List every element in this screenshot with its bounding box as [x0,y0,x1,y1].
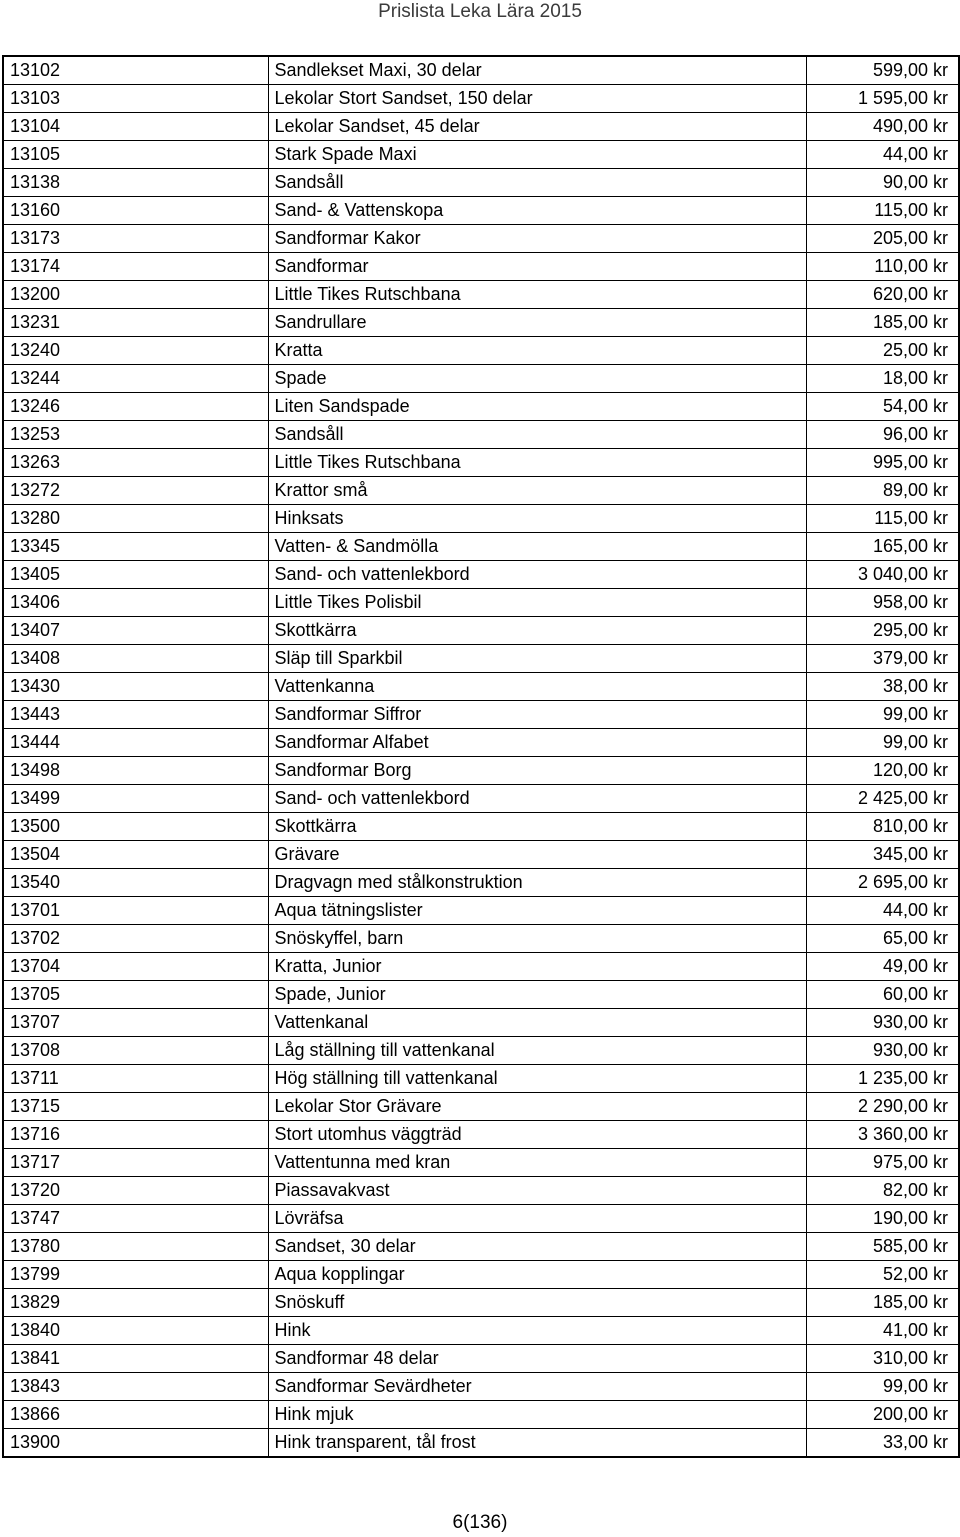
table-row [3,1345,959,1373]
table-row [3,1289,959,1317]
product-name-cell: Sandformar Siffror [268,701,806,729]
price-cell: 44,00 kr [806,141,959,169]
article-number-cell: 13701 [3,897,268,925]
article-number-cell: 13708 [3,1037,268,1065]
table-row [3,645,959,673]
price-cell: 810,00 kr [806,813,959,841]
product-name-cell: Hink transparent, tål frost [268,1429,806,1458]
table-row [3,477,959,505]
product-name-cell: Skottkärra [268,813,806,841]
table-row [3,1261,959,1289]
product-name-cell: Stark Spade Maxi [268,141,806,169]
table-row [3,421,959,449]
product-name-cell: Little Tikes Polisbil [268,589,806,617]
price-cell: 99,00 kr [806,701,959,729]
table-row [3,729,959,757]
article-number-cell: 13105 [3,141,268,169]
product-name-cell: Lövräfsa [268,1205,806,1233]
article-number-cell: 13405 [3,561,268,589]
product-name-cell: Stort utomhus väggträd [268,1121,806,1149]
article-number-cell: 13231 [3,309,268,337]
table-row [3,253,959,281]
table-row [3,113,959,141]
product-name-cell: Sandrullare [268,309,806,337]
product-name-cell: Skottkärra [268,617,806,645]
table-row [3,281,959,309]
article-number-cell: 13900 [3,1429,268,1458]
price-cell: 165,00 kr [806,533,959,561]
table-row [3,1121,959,1149]
article-number-cell: 13747 [3,1205,268,1233]
article-number-cell: 13408 [3,645,268,673]
product-name-cell: Sandformar [268,253,806,281]
article-number-cell: 13102 [3,56,268,85]
product-name-cell: Kratta [268,337,806,365]
price-cell: 96,00 kr [806,421,959,449]
price-cell: 585,00 kr [806,1233,959,1261]
table-row [3,925,959,953]
article-number-cell: 13263 [3,449,268,477]
price-cell: 38,00 kr [806,673,959,701]
product-name-cell: Lekolar Sandset, 45 delar [268,113,806,141]
price-cell: 41,00 kr [806,1317,959,1345]
price-cell: 620,00 kr [806,281,959,309]
product-name-cell: Sandformar Sevärdheter [268,1373,806,1401]
table-row [3,813,959,841]
price-cell: 25,00 kr [806,337,959,365]
table-row [3,1401,959,1429]
table-row [3,1205,959,1233]
table-row [3,981,959,1009]
product-name-cell: Sand- & Vattenskopa [268,197,806,225]
price-cell: 3 360,00 kr [806,1121,959,1149]
table-row [3,533,959,561]
article-number-cell: 13430 [3,673,268,701]
product-name-cell: Sandlekset Maxi, 30 delar [268,56,806,85]
product-name-cell: Krattor små [268,477,806,505]
table-row [3,1037,959,1065]
article-number-cell: 13720 [3,1177,268,1205]
price-cell: 205,00 kr [806,225,959,253]
table-row [3,505,959,533]
price-cell: 200,00 kr [806,1401,959,1429]
product-name-cell: Grävare [268,841,806,869]
price-cell: 89,00 kr [806,477,959,505]
product-name-cell: Lekolar Stor Grävare [268,1093,806,1121]
article-number-cell: 13780 [3,1233,268,1261]
product-name-cell: Sandsåll [268,169,806,197]
article-number-cell: 13240 [3,337,268,365]
price-cell: 490,00 kr [806,113,959,141]
article-number-cell: 13272 [3,477,268,505]
article-number-cell: 13715 [3,1093,268,1121]
price-cell: 930,00 kr [806,1009,959,1037]
price-cell: 33,00 kr [806,1429,959,1458]
article-number-cell: 13841 [3,1345,268,1373]
product-name-cell: Snöskyffel, barn [268,925,806,953]
table-row [3,1317,959,1345]
price-cell: 310,00 kr [806,1345,959,1373]
page-header-title: Prislista Leka Lära 2015 [378,1,582,22]
article-number-cell: 13707 [3,1009,268,1037]
price-cell: 295,00 kr [806,617,959,645]
product-name-cell: Sandformar Borg [268,757,806,785]
price-cell: 1 595,00 kr [806,85,959,113]
article-number-cell: 13499 [3,785,268,813]
price-cell: 115,00 kr [806,197,959,225]
article-number-cell: 13200 [3,281,268,309]
article-number-cell: 13540 [3,869,268,897]
price-cell: 65,00 kr [806,925,959,953]
table-row [3,85,959,113]
table-row [3,1093,959,1121]
table-row [3,1233,959,1261]
product-name-cell: Little Tikes Rutschbana [268,281,806,309]
article-number-cell: 13103 [3,85,268,113]
product-name-cell: Snöskuff [268,1289,806,1317]
table-row [3,1009,959,1037]
price-cell: 958,00 kr [806,589,959,617]
article-number-cell: 13406 [3,589,268,617]
article-number-cell: 13711 [3,1065,268,1093]
table-row [3,589,959,617]
price-cell: 930,00 kr [806,1037,959,1065]
product-name-cell: Kratta, Junior [268,953,806,981]
product-name-cell: Spade, Junior [268,981,806,1009]
price-cell: 379,00 kr [806,645,959,673]
product-name-cell: Vattenkanal [268,1009,806,1037]
table-row [3,56,959,85]
article-number-cell: 13246 [3,393,268,421]
price-cell: 2 290,00 kr [806,1093,959,1121]
article-number-cell: 13244 [3,365,268,393]
product-name-cell: Hink [268,1317,806,1345]
article-number-cell: 13704 [3,953,268,981]
price-cell: 44,00 kr [806,897,959,925]
article-number-cell: 13840 [3,1317,268,1345]
article-number-cell: 13500 [3,813,268,841]
price-cell: 52,00 kr [806,1261,959,1289]
price-cell: 995,00 kr [806,449,959,477]
product-name-cell: Liten Sandspade [268,393,806,421]
price-cell: 185,00 kr [806,309,959,337]
table-row [3,393,959,421]
product-name-cell: Låg ställning till vattenkanal [268,1037,806,1065]
article-number-cell: 13829 [3,1289,268,1317]
product-name-cell: Piassavakvast [268,1177,806,1205]
article-number-cell: 13799 [3,1261,268,1289]
table-row [3,1429,959,1458]
product-name-cell: Sandformar 48 delar [268,1345,806,1373]
price-cell: 110,00 kr [806,253,959,281]
product-name-cell: Vattenkanna [268,673,806,701]
product-name-cell: Little Tikes Rutschbana [268,449,806,477]
article-number-cell: 13345 [3,533,268,561]
price-cell: 345,00 kr [806,841,959,869]
product-name-cell: Sandformar Alfabet [268,729,806,757]
article-number-cell: 13498 [3,757,268,785]
product-name-cell: Vattentunna med kran [268,1149,806,1177]
article-number-cell: 13407 [3,617,268,645]
product-name-cell: Lekolar Stort Sandset, 150 delar [268,85,806,113]
article-number-cell: 13443 [3,701,268,729]
table-row [3,169,959,197]
table-row [3,785,959,813]
article-number-cell: 13843 [3,1373,268,1401]
table-row [3,197,959,225]
article-number-cell: 13280 [3,505,268,533]
table-row [3,309,959,337]
table-row [3,449,959,477]
price-list-body [3,56,959,1457]
price-cell: 185,00 kr [806,1289,959,1317]
article-number-cell: 13866 [3,1401,268,1429]
product-name-cell: Aqua tätningslister [268,897,806,925]
product-name-cell: Hink mjuk [268,1401,806,1429]
product-name-cell: Hinksats [268,505,806,533]
product-name-cell: Vatten- & Sandmölla [268,533,806,561]
product-name-cell: Sand- och vattenlekbord [268,561,806,589]
table-row [3,1065,959,1093]
article-number-cell: 13253 [3,421,268,449]
price-cell: 49,00 kr [806,953,959,981]
product-name-cell: Sandsåll [268,421,806,449]
page-number: 6(136) [452,1512,508,1533]
price-cell: 90,00 kr [806,169,959,197]
price-cell: 975,00 kr [806,1149,959,1177]
table-row [3,673,959,701]
table-row [3,561,959,589]
table-row [3,337,959,365]
price-cell: 190,00 kr [806,1205,959,1233]
price-cell: 82,00 kr [806,1177,959,1205]
price-cell: 3 040,00 kr [806,561,959,589]
article-number-cell: 13138 [3,169,268,197]
table-row [3,841,959,869]
price-cell: 99,00 kr [806,729,959,757]
article-number-cell: 13705 [3,981,268,1009]
article-number-cell: 13717 [3,1149,268,1177]
table-row [3,701,959,729]
product-name-cell: Aqua kopplingar [268,1261,806,1289]
table-row [3,869,959,897]
article-number-cell: 13716 [3,1121,268,1149]
table-row [3,1177,959,1205]
table-row [3,757,959,785]
product-name-cell: Sandset, 30 delar [268,1233,806,1261]
table-row [3,141,959,169]
article-number-cell: 13444 [3,729,268,757]
product-name-cell: Sandformar Kakor [268,225,806,253]
table-row [3,1373,959,1401]
price-cell: 60,00 kr [806,981,959,1009]
table-row [3,225,959,253]
price-cell: 120,00 kr [806,757,959,785]
table-row [3,953,959,981]
table-row [3,897,959,925]
article-number-cell: 13104 [3,113,268,141]
price-list-table [2,55,960,1458]
article-number-cell: 13173 [3,225,268,253]
table-row [3,365,959,393]
article-number-cell: 13160 [3,197,268,225]
price-cell: 115,00 kr [806,505,959,533]
product-name-cell: Sand- och vattenlekbord [268,785,806,813]
price-cell: 99,00 kr [806,1373,959,1401]
price-cell: 54,00 kr [806,393,959,421]
price-cell: 599,00 kr [806,56,959,85]
table-row [3,617,959,645]
table-row [3,1149,959,1177]
product-name-cell: Hög ställning till vattenkanal [268,1065,806,1093]
price-cell: 2 695,00 kr [806,869,959,897]
product-name-cell: Släp till Sparkbil [268,645,806,673]
product-name-cell: Dragvagn med stålkonstruktion [268,869,806,897]
price-cell: 2 425,00 kr [806,785,959,813]
article-number-cell: 13702 [3,925,268,953]
price-cell: 18,00 kr [806,365,959,393]
article-number-cell: 13504 [3,841,268,869]
price-cell: 1 235,00 kr [806,1065,959,1093]
article-number-cell: 13174 [3,253,268,281]
product-name-cell: Spade [268,365,806,393]
